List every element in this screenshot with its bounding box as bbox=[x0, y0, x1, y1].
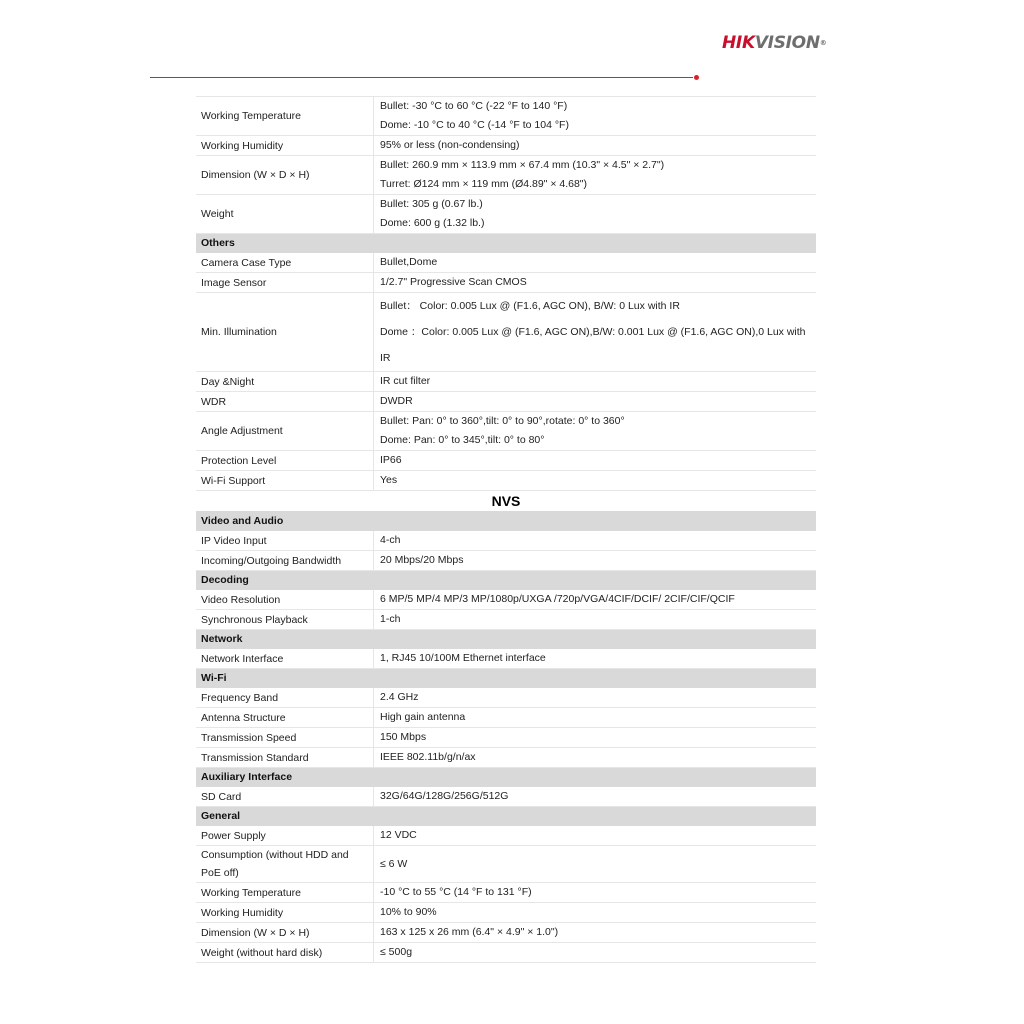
spec-value bbox=[374, 392, 817, 412]
spec-value-line: 6 MP/5 MP/4 MP/3 MP/1080p/UXGA /720p/VGA/4CIF/DCIF/ 2CIF/CIF/QCIF bbox=[380, 593, 735, 605]
spec-value bbox=[374, 471, 817, 491]
spec-row bbox=[196, 531, 816, 551]
spec-value bbox=[374, 195, 817, 234]
spec-value bbox=[374, 531, 817, 551]
spec-value-line: IR cut filter bbox=[380, 375, 431, 387]
spec-value-line: ≤ 6 W bbox=[380, 857, 408, 870]
spec-value bbox=[374, 846, 817, 883]
spec-value-line: -10 °C to 55 °C (14 °F to 131 °F) bbox=[380, 886, 532, 898]
spec-value bbox=[374, 923, 817, 943]
section-heading-row bbox=[196, 234, 816, 253]
spec-table bbox=[196, 96, 816, 963]
spec-row bbox=[196, 293, 816, 372]
spec-row bbox=[196, 97, 816, 136]
spec-label: Consumption (without HDD and PoE off) bbox=[196, 846, 374, 883]
section-heading: Video and Audio bbox=[196, 512, 816, 531]
spec-value-line: Bullet: -30 °C to 60 °C (-22 °F to 140 °F) bbox=[380, 100, 568, 112]
spec-row bbox=[196, 156, 816, 195]
spec-label: Camera Case Type bbox=[196, 253, 374, 273]
logo-registered-mark: ® bbox=[819, 39, 827, 47]
spec-row bbox=[196, 688, 816, 708]
spec-value-line: 1-ch bbox=[380, 613, 401, 625]
spec-row bbox=[196, 883, 816, 903]
spec-value bbox=[374, 136, 817, 156]
spec-label: Weight bbox=[196, 195, 374, 234]
header-rule-dot bbox=[694, 75, 699, 80]
spec-row bbox=[196, 273, 816, 293]
spec-value-line: Dome: -10 °C to 40 °C (-14 °F to 104 °F) bbox=[380, 119, 569, 131]
spec-value bbox=[374, 943, 817, 963]
spec-value-line: 1, RJ45 10/100M Ethernet interface bbox=[380, 652, 546, 664]
spec-label: Working Humidity bbox=[196, 136, 374, 156]
spec-value-line: Bullet,Dome bbox=[380, 256, 438, 268]
spec-row bbox=[196, 728, 816, 748]
section-heading-row bbox=[196, 807, 816, 826]
spec-value-line: Bullet: 260.9 mm × 113.9 mm × 67.4 mm (10.3" × 4.5" × 2.7") bbox=[380, 159, 665, 171]
spec-label: Working Temperature bbox=[196, 97, 374, 136]
nvs-title: NVS bbox=[491, 493, 521, 509]
hikvision-logo bbox=[722, 33, 826, 53]
section-heading: Decoding bbox=[196, 571, 816, 590]
spec-row bbox=[196, 590, 816, 610]
spec-row bbox=[196, 372, 816, 392]
spec-label: Video Resolution bbox=[196, 590, 374, 610]
spec-value-line: Yes bbox=[380, 474, 398, 486]
header-rule bbox=[150, 77, 693, 78]
spec-value bbox=[374, 883, 817, 903]
spec-value bbox=[374, 451, 817, 471]
spec-value-line: 12 VDC bbox=[380, 829, 417, 841]
spec-value-line: 32G/64G/128G/256G/512G bbox=[380, 790, 509, 802]
section-heading: Others bbox=[196, 234, 816, 253]
spec-label: Synchronous Playback bbox=[196, 610, 374, 630]
section-heading: Wi-Fi bbox=[196, 669, 816, 688]
spec-row bbox=[196, 846, 816, 883]
spec-value-line: 2.4 GHz bbox=[380, 691, 419, 703]
spec-label: Frequency Band bbox=[196, 688, 374, 708]
spec-label: Day &Night bbox=[196, 372, 374, 392]
spec-value-line: IP66 bbox=[380, 454, 402, 466]
section-heading-row bbox=[196, 571, 816, 590]
spec-value bbox=[374, 649, 817, 669]
section-heading: General bbox=[196, 807, 816, 826]
spec-value bbox=[374, 708, 817, 728]
spec-value bbox=[374, 372, 817, 392]
spec-value bbox=[374, 688, 817, 708]
spec-value-line: 1/2.7" Progressive Scan CMOS bbox=[380, 276, 527, 288]
spec-label: Dimension (W × D × H) bbox=[196, 156, 374, 195]
spec-value-line: IR bbox=[380, 352, 391, 364]
spec-row bbox=[196, 471, 816, 491]
section-heading-row bbox=[196, 669, 816, 688]
section-heading-row bbox=[196, 768, 816, 787]
spec-row bbox=[196, 748, 816, 768]
section-heading-row bbox=[196, 512, 816, 531]
spec-row bbox=[196, 195, 816, 234]
spec-row bbox=[196, 826, 816, 846]
section-heading: Auxiliary Interface bbox=[196, 768, 816, 787]
spec-value-line: ≤ 500g bbox=[380, 946, 413, 958]
spec-row bbox=[196, 923, 816, 943]
spec-value-line: 10% to 90% bbox=[380, 906, 437, 918]
spec-row bbox=[196, 708, 816, 728]
spec-row bbox=[196, 136, 816, 156]
spec-value-line: 95% or less (non-condensing) bbox=[380, 139, 520, 151]
spec-row bbox=[196, 610, 816, 630]
spec-value bbox=[374, 826, 817, 846]
spec-row bbox=[196, 551, 816, 571]
spec-label: Network Interface bbox=[196, 649, 374, 669]
spec-label: Power Supply bbox=[196, 826, 374, 846]
spec-value-line: High gain antenna bbox=[380, 711, 466, 723]
spec-label: Incoming/Outgoing Bandwidth bbox=[196, 551, 374, 571]
spec-label: Angle Adjustment bbox=[196, 412, 374, 451]
spec-row bbox=[196, 392, 816, 412]
spec-row bbox=[196, 451, 816, 471]
spec-label: Transmission Standard bbox=[196, 748, 374, 768]
spec-row bbox=[196, 903, 816, 923]
spec-label: Weight (without hard disk) bbox=[196, 943, 374, 963]
spec-label: Image Sensor bbox=[196, 273, 374, 293]
section-heading-row bbox=[196, 630, 816, 649]
spec-row bbox=[196, 253, 816, 273]
spec-value bbox=[374, 253, 817, 273]
spec-label: Working Temperature bbox=[196, 883, 374, 903]
section-heading: Network bbox=[196, 630, 816, 649]
spec-value-line: 4-ch bbox=[380, 534, 401, 546]
spec-row bbox=[196, 943, 816, 963]
spec-value bbox=[374, 787, 817, 807]
spec-value-line: Turret: Ø124 mm × 119 mm (Ø4.89" × 4.68") bbox=[380, 178, 588, 190]
spec-value bbox=[374, 728, 817, 748]
spec-label: Antenna Structure bbox=[196, 708, 374, 728]
spec-label: Dimension (W × D × H) bbox=[196, 923, 374, 943]
spec-value bbox=[374, 748, 817, 768]
logo-part-hik: HIK bbox=[722, 33, 755, 53]
spec-value bbox=[374, 156, 817, 195]
spec-value-line: Dome ：Color: 0.005 Lux @ (F1.6, AGC ON),B/W: 0.001 Lux @ (F1.6, AGC ON),0 Lux with bbox=[380, 326, 806, 338]
spec-value-line: IEEE 802.11b/g/n/ax bbox=[380, 751, 476, 763]
spec-value bbox=[374, 97, 817, 136]
spec-value-line: 150 Mbps bbox=[380, 731, 427, 743]
spec-label: WDR bbox=[196, 392, 374, 412]
spec-value bbox=[374, 903, 817, 923]
spec-value bbox=[374, 273, 817, 293]
spec-label: Min. Illumination bbox=[196, 293, 374, 372]
spec-value-line: Dome: 600 g (1.32 lb.) bbox=[380, 217, 485, 229]
spec-value-line: Bullet： Color: 0.005 Lux @ (F1.6, AGC ON), B/W: 0 Lux with IR bbox=[380, 300, 680, 312]
spec-value-line: Dome: Pan: 0° to 345°,tilt: 0° to 80° bbox=[380, 434, 545, 446]
spec-value-line: 163 x 125 x 26 mm (6.4" × 4.9" × 1.0") bbox=[380, 926, 559, 938]
spec-label: Wi-Fi Support bbox=[196, 471, 374, 491]
spec-row bbox=[196, 412, 816, 451]
spec-row bbox=[196, 787, 816, 807]
spec-label: Protection Level bbox=[196, 451, 374, 471]
spec-label: Working Humidity bbox=[196, 903, 374, 923]
spec-label: Transmission Speed bbox=[196, 728, 374, 748]
spec-value-line: Bullet: Pan: 0° to 360°,tilt: 0° to 90°,rotate: 0° to 360° bbox=[380, 415, 625, 427]
spec-value bbox=[374, 293, 817, 372]
spec-value bbox=[374, 590, 817, 610]
logo-part-vision: VISION bbox=[754, 33, 820, 53]
spec-value-line: Bullet: 305 g (0.67 lb.) bbox=[380, 198, 483, 210]
spec-row bbox=[196, 649, 816, 669]
spec-value bbox=[374, 610, 817, 630]
spec-value bbox=[374, 412, 817, 451]
spec-value-line: 20 Mbps/20 Mbps bbox=[380, 554, 464, 566]
spec-value-line: DWDR bbox=[380, 395, 413, 407]
nvs-title-row bbox=[196, 491, 816, 512]
spec-label: SD Card bbox=[196, 787, 374, 807]
spec-value bbox=[374, 551, 817, 571]
spec-label: IP Video Input bbox=[196, 531, 374, 551]
